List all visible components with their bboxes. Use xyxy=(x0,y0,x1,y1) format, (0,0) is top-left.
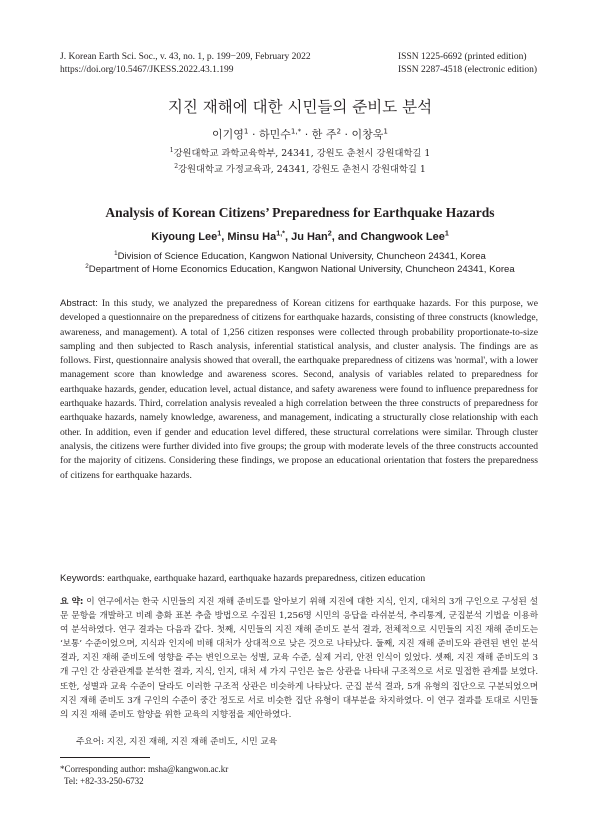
author-sup: 2 xyxy=(336,126,342,136)
author-name: Changwook Lee xyxy=(360,231,445,243)
abstract xyxy=(60,297,538,483)
korean-authors xyxy=(0,126,600,142)
author-name: 하민수 xyxy=(258,128,291,141)
author-sup: 1,* xyxy=(290,126,302,136)
author-name: Minsu Ha xyxy=(227,231,277,243)
korean-affiliation-2 xyxy=(0,162,600,177)
footnote-divider xyxy=(60,757,150,758)
english-authors: Kiyoung Lee$^1$, Minsu $Ha^{1,*}$, Ju Han$^2$, and Changwook Lee$^1$ xyxy=(151,229,449,243)
affiliation-text: Department of Home Economics Education, Kangwon National University, Chuncheon 24341, Korea xyxy=(88,264,515,275)
author-separator: · xyxy=(304,128,309,141)
author-separator: · xyxy=(251,128,256,141)
keywords xyxy=(60,573,538,584)
doi-link[interactable]: https://doi.org/10.5467/JKESS.2022.43.1.199 xyxy=(60,65,234,75)
affiliation-text: 강원대학교 가정교육과, 24341, 강원도 춘천시 강원대학길 1 xyxy=(178,164,426,175)
issn-print: ISSN 1225-6692 (printed edition) xyxy=(398,52,527,62)
korean-abstract-text: 이 연구에서는 한국 시민들의 지진 재해 준비도를 알아보기 위해 지진에 대한 지식, 인지, 대처의 3개 구인으로 구성된 설문 문항을 개발하고 비례 층화 표본 추출 방법으로 수집된 1,256명 시민의 응답을 라쉬분석, 추리통계, 군집분석 기법을 이용하여 분석하였다. 연구 결과는 다음과 같다. 첫째, 시민들의 지진 재해 준비도 분석 결과, 전체적으로 시민들의 지진 재해 준비도는 ‘보통’ 수준이었으며, 지식과 인지에 비해 대처가 상대적으로 낮은 것으로 나타났다. 둘째, 지진 재해 준비도와 관련된 변인 분석 결과, 지진 재해 준비도에 영향을 주는 변인으로는 성별, 교육 수준, 실제 거리, 안전 인식이 있었다. 셋째, 지진 재해 준비도의 3개 구인 간 상관관계를 분석한 결과, 지식, 인지, 대처 세 가지 구인은 높은 상관을 나타내 구조적으로 서로 밀접한 관계를 보였다. 또한, 성별과 교육 수준이 달라도 이러한 구조적 상관은 비슷하게 나타났다. 군집 분석 결과, 5개 유형의 집단으로 구분되었으며 지진 재해 준비도 3개 구인의 수준이 중간 정도로 서로 비슷한 집단 유형이 대부분을 차지하였다. 이 연구 결과를 토대로 시민들의 지진 재해 준비도 함양을 위한 교육의 지향점을 제안하였다. xyxy=(60,597,538,720)
korean-abstract-label: 요 약: xyxy=(60,597,84,607)
author-sup: 2 xyxy=(327,229,332,238)
author-sup: 1 xyxy=(243,126,249,136)
author-name: Ju Han xyxy=(291,231,328,243)
affiliation-sup: 1 xyxy=(114,249,118,257)
korean-title: 지진 재해에 대한 시민들의 준비도 분석 xyxy=(167,98,433,116)
author-name: Kiyoung Lee xyxy=(151,231,218,243)
affiliation-text: 강원대학교 과학교육학부, 24341, 강원도 춘천시 강원대학길 1 xyxy=(173,148,431,159)
english-title: Analysis of Korean Citizens’ Preparedness for Earthquake Hazards xyxy=(105,205,495,220)
journal-citation: J. Korean Earth Sci. Soc., v. 43, no. 1, p. 199−209, February 2022 xyxy=(60,52,311,62)
corresponding-author[interactable]: *Corresponding author: msha@kangwon.ac.kr xyxy=(60,764,229,774)
korean-keywords-label: 주요어: xyxy=(76,737,105,747)
abstract-text: In this study, we analyzed the preparedness of Korean citizens for earthquake hazards. For this purpose, we developed a questionnaire on the preparedness of citizens for earthquake hazards, consisting of three constructs (knowledge, awareness, and management). A total of 1,256 citizen responses were collected through probability proportionate-to-size sampling and then subjected to Rasch analysis, inferential statistical analysis, and cluster analysis. The findings are as follows. First, questionnaire analysis showed that overall, the earthquake preparedness of citizens was 'normal', with a lower management score than knowledge and awareness scores. Second, analysis of variables related to preparedness for earthquake hazards, gender, education level, actual distance, and safety awareness were found to influence preparedness for earthquake hazards. Third, correlation analysis revealed a high correlation between the three constructs of preparedness for earthquake hazards, namely knowledge, awareness, and management, indicating a structurally close relationship with each other. In addition, even if gender and education level differed, these structural correlations were similar. Through cluster analysis, the citizens were further divided into five groups; the group with moderate levels of the three constructs accounted for the majority of citizens. Considering these findings, we propose an educational orientation that fosters the preparedness of citizens for earthquake hazards. xyxy=(60,298,538,481)
korean-affiliation-1 xyxy=(0,146,600,161)
author-sup: 1 xyxy=(217,229,222,238)
keywords-text: earthquake, earthquake hazard, earthquake hazards preparedness, citizen education xyxy=(107,573,426,584)
corresponding-tel: Tel: +82-33-250-6732 xyxy=(64,776,144,786)
author-separator: · xyxy=(344,128,349,141)
author-sup: 1 xyxy=(383,126,388,136)
affiliation-text: Division of Science Education, Kangwon National University, Chuncheon 24341, Korea xyxy=(117,251,486,262)
author-name: 이창욱 xyxy=(351,128,384,141)
english-affiliation-1 xyxy=(0,250,600,263)
english-affiliation-2 xyxy=(0,263,600,276)
author-name: 이기영 xyxy=(212,128,244,141)
korean-abstract xyxy=(60,595,538,722)
keywords-label: Keywords: xyxy=(60,573,105,584)
author-name: 한 주 xyxy=(311,128,337,141)
author-sup: 1 xyxy=(444,229,449,238)
korean-keywords xyxy=(76,735,277,747)
author-sup: 1,* xyxy=(276,229,285,238)
affiliation-sup: 2 xyxy=(85,262,89,270)
issn-electronic: ISSN 2287-4518 (electronic edition) xyxy=(398,65,538,75)
affiliation-sup: 2 xyxy=(174,162,179,170)
korean-keywords-text: 지진, 지진 재해, 지진 재해 준비도, 시민 교육 xyxy=(106,737,278,747)
affiliation-sup: 1 xyxy=(169,146,174,154)
abstract-label: Abstract: xyxy=(60,298,98,309)
